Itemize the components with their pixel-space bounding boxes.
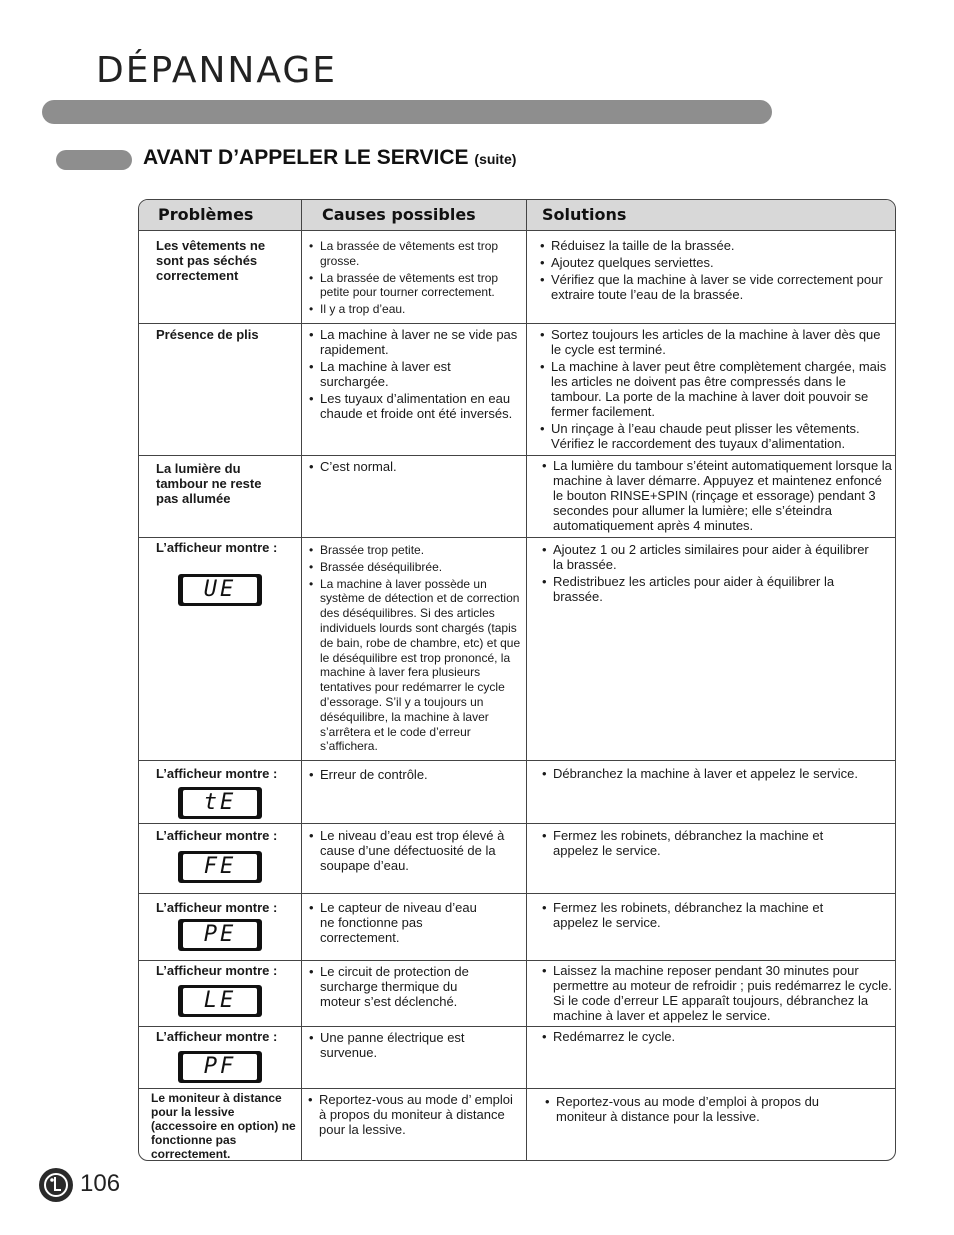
error-display-pe [178,919,262,951]
problem-cell: L’afficheur montre : [156,540,278,555]
row-divider [139,893,895,894]
solution-item: • Réduisez la taille de la brassée. [540,238,890,253]
causes-cell [309,459,519,476]
error-display-fe [178,851,262,883]
row-divider [139,960,895,961]
solution-item: • Reportez-vous au mode d’emploi à propos du moniteur à distance pour la lessive. [545,1094,865,1124]
display-code: UE [183,577,257,603]
cause-item: • C’est normal. [309,459,519,474]
solution-item: • Ajoutez 1 ou 2 articles similaires pour aider à équilibrer la brassée. [542,542,872,572]
cause-item: • Une panne électrique est survenue. [309,1030,489,1060]
cause-item: • La brassée de vêtements est trop grosse. [309,239,519,269]
solution-item: • Fermez les robinets, débranchez la machine et appelez le service. [542,828,852,858]
problem-cell: L’afficheur montre : [156,900,278,915]
solution-item: • Un rinçage à l’eau chaude peut plisser les vêtements. Vérifiez le raccordement des tuyaux d’alimentation. [540,421,892,451]
solution-item: • Redémarrez le cycle. [542,1029,892,1044]
error-display-le [178,985,262,1017]
row-divider [139,823,895,824]
causes-cell [308,1092,518,1139]
cause-item: • Brassée déséquilibrée. [309,560,523,575]
column-divider [526,200,527,1160]
solutions-cell [542,542,872,606]
title-bar-decoration [42,100,772,124]
section-pill-decoration [56,150,132,170]
causes-cell [309,767,519,784]
solution-item: • La lumière du tambour s’éteint automatiquement lorsque la machine à laver démarre. Appuyez et maintenez enfoncé le bouton RINSE+SPIN (rinçage et essorage) pendant 3 secondes pour allumer la lumière; elle s’éteindra automatiquement après 4 minutes. [542,458,892,533]
column-divider [301,200,302,1160]
cause-item: • Brassée trop petite. [309,543,523,558]
problem-cell: La lumière du tambour ne reste pas allumée [156,461,262,506]
troubleshooting-table [138,199,896,1161]
error-display-te [178,787,262,819]
causes-cell [309,828,514,875]
solutions-cell [542,1029,892,1046]
row-divider [139,760,895,761]
display-code: FE [183,854,257,880]
solutions-cell [542,828,852,860]
row-divider [139,455,895,456]
row-divider [139,1088,895,1089]
solutions-cell [540,238,890,304]
causes-cell [309,1030,489,1062]
solutions-cell [545,1094,865,1126]
solution-item: • Débranchez la machine à laver et appelez le service. [542,766,892,781]
cause-item: • Le capteur de niveau d’eau ne fonctionne pas correctement. [309,900,479,945]
solution-item: • Fermez les robinets, débranchez la machine et appelez le service. [542,900,852,930]
cause-item: • La machine à laver ne se vide pas rapidement. [309,327,519,357]
cause-item: • Il y a trop d’eau. [309,302,519,317]
header-causes: Causes possibles [322,205,476,224]
header-solutions: Solutions [542,205,627,224]
error-display-pf [178,1051,262,1083]
display-code: PE [183,922,257,948]
solution-item: • Vérifiez que la machine à laver se vide correctement pour extraire toute l’eau de la brassée. [540,272,890,302]
causes-cell [309,543,523,756]
problem-cell: Les vêtements ne sont pas séchés correctement [156,238,266,283]
causes-cell [309,239,519,319]
causes-cell [309,900,479,947]
solution-item: • La machine à laver peut être complètement chargée, mais les articles ne doivent pas être compressés dans le tambour. La porte de la machine à laver doit pouvoir se fermer facilement. [540,359,892,419]
problem-cell: L’afficheur montre : [156,828,278,843]
display-code: PF [183,1054,257,1080]
cause-item: • La machine à laver possède un système de détection et de correction des déséquilibres. Si des articles individuels lourds sont chargés (tapis de bain, robe de chambre, etc) et que le déséquilibre est trop prononcé, la machine à laver fera plusieurs tentatives pour redémarrer le cycle d’essorage. S’il y a toujours un déséquilibre, la machine à laver s’arrêtera et le code d’erreur s’affichera. [309,577,523,755]
error-display-ue [178,574,262,606]
row-divider [139,323,895,324]
lg-logo-icon [39,1168,73,1202]
causes-cell [309,964,494,1011]
solution-item: • Sortez toujours les articles de la machine à laver dès que le cycle est terminé. [540,327,892,357]
row-divider [139,1026,895,1027]
cause-item: • Les tuyaux d’alimentation en eau chaude et froide ont été inversés. [309,391,519,421]
cause-item: • Reportez-vous au mode d’ emploi à propos du moniteur à distance pour la lessive. [308,1092,518,1137]
causes-cell [309,327,519,423]
problem-cell: Le moniteur à distance pour la lessive (accessoire en option) ne fonctionne pas correctement. [151,1091,296,1161]
cause-item: • Le circuit de protection de surcharge thermique du moteur s’est déclenché. [309,964,494,1009]
problem-cell: L’afficheur montre : [156,1029,278,1044]
cause-item: • La machine à laver est surchargée. [309,359,519,389]
section-title [143,146,516,170]
cause-item: • Erreur de contrôle. [309,767,519,782]
row-divider [139,537,895,538]
display-code: LE [183,988,257,1014]
solutions-cell [540,327,892,453]
solution-item: • Ajoutez quelques serviettes. [540,255,890,270]
solution-item: • Redistribuez les articles pour aider à équilibrer la brassée. [542,574,872,604]
problem-cell: L’afficheur montre : [156,766,278,781]
solution-item: • Laissez la machine reposer pendant 30 minutes pour permettre au moteur de refroidir ; puis redémarrez le cycle. Si le code d’erreur LE apparaît toujours, débranchez la machine à laver et appelez le service. [542,963,892,1023]
solutions-cell [542,458,892,535]
header-problems: Problèmes [158,205,254,224]
page-title: DÉPANNAGE [96,50,337,91]
page-number: 106 [80,1170,121,1197]
table-header [139,200,895,231]
cause-item: • Le niveau d’eau est trop élevé à cause d’une défectuosité de la soupape d’eau. [309,828,514,873]
solutions-cell [542,900,852,932]
section-title-text: AVANT D’APPELER LE SERVICE [143,146,469,169]
cause-item: • La brassée de vêtements est trop petite pour tourner correctement. [309,271,519,301]
section-title-suffix: (suite) [474,151,517,167]
display-code: tE [183,790,257,816]
solutions-cell [542,963,892,1025]
problem-cell: Présence de plis [156,327,259,342]
problem-cell: L’afficheur montre : [156,963,278,978]
solutions-cell [542,766,892,783]
